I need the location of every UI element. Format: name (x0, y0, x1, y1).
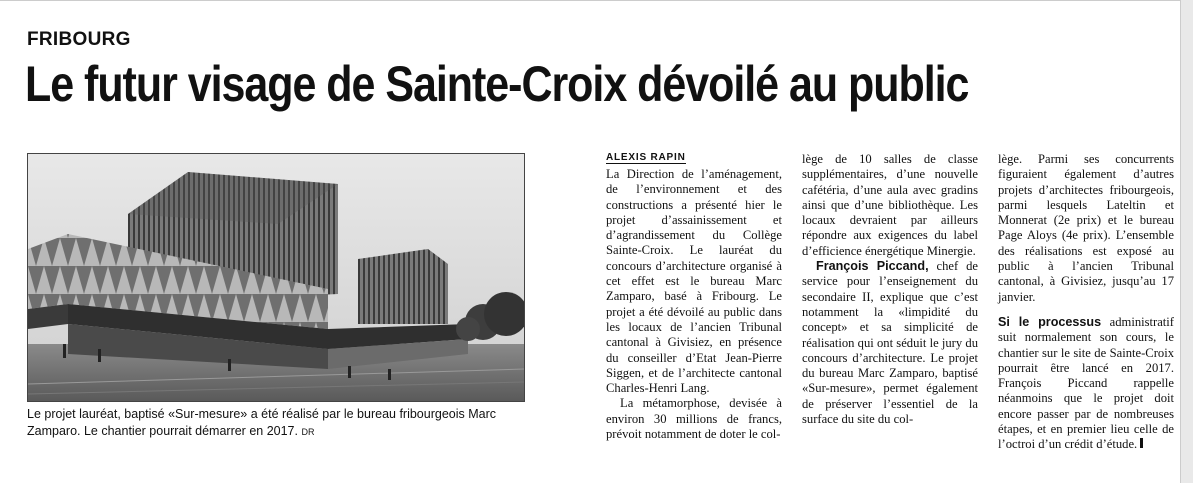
page-margin-edge (1180, 0, 1193, 483)
author-byline: ALEXIS RAPIN (606, 152, 686, 163)
article-column-1 (606, 167, 782, 442)
paragraph-lead: Si le processus (998, 314, 1102, 329)
paragraph: lège de 10 salles de classe supplémentaires, d’une nouvelle cafétéria, d’une aula avec gradins ainsi que d’une bibliothèque. Les locaux devraient par ailleurs répondre aux exigences du label d’efficience énergétique Minergie. (802, 152, 978, 258)
paragraph-lead: François Piccand, (816, 259, 929, 274)
page-top-edge (0, 0, 1193, 9)
caption-text: Le projet lauréat, baptisé «Sur-mesure» a été réalisé par le bureau fribourgeois Marc Zamparo. Le chantier pourrait démarrer en 2017. (27, 407, 497, 438)
paragraph-body: chef de service pour l’enseignement du secondaire II, explique que c’est notamment la «limpidité du concept» et sa simplicité de réalisation qui ont séduit le jury du concours d’architecture. Le projet du bureau Marc Zamparo, baptisé «Sur-mesure», permet également de préserver l’essentiel de la surface du site du col- (802, 259, 978, 427)
article-column-3 (998, 152, 1174, 453)
paragraph (998, 315, 1174, 453)
paragraph: La Direction de l’aménagement, de l’environnement et des constructions a présenté hier le projet d’assainissement et d’agrandissement du Collège Sainte-Croix. Le lauréat du concours d’architecture organisé à cet effet est le bureau Marc Zamparo, basé à Fribourg. Le projet a été dévoilé au public dans les locaux de l’ancien Tribunal cantonal à Givisiez, en présence du conseiller d’Etat Jean-Pierre Siggen, et de l’architecte cantonal Charles-Henri Lang. (606, 167, 782, 396)
photo-caption (27, 406, 523, 441)
architecture-render-photo (27, 153, 525, 402)
article-column-2 (802, 152, 978, 427)
paragraph-body: administratif suit normalement son cours, le chantier sur le site de Sainte-Croix pourrait être lancé en 2017. François Piccand rappelle néanmoins que le projet doit encore passer par de nombreuses étapes, et en premier lieu celle de l’octroi d’un crédit d’étude. (998, 314, 1174, 452)
photo-credit: DR (301, 427, 315, 437)
paragraph (802, 259, 978, 427)
section-kicker: FRIBOURG (27, 29, 131, 50)
paragraph: lège. Parmi ses concurrents figuraient également d’autres projets d’architectes fribourgeois, parmi lesquels Lateltin et Monnerat (2e prix) et le bureau Page Aloys (4e prix). L’ensemble des réalisations est exposé au public à l’ancien Tribunal cantonal, à Givisiez, jusqu’au 17 janvier. (998, 152, 1174, 304)
paragraph: La métamorphose, devisée à environ 30 millions de francs, prévoit notamment de doter le col- (606, 396, 782, 442)
end-of-article-mark (1140, 438, 1143, 448)
headline: Le futur visage de Sainte-Croix dévoilé au public (25, 56, 969, 112)
